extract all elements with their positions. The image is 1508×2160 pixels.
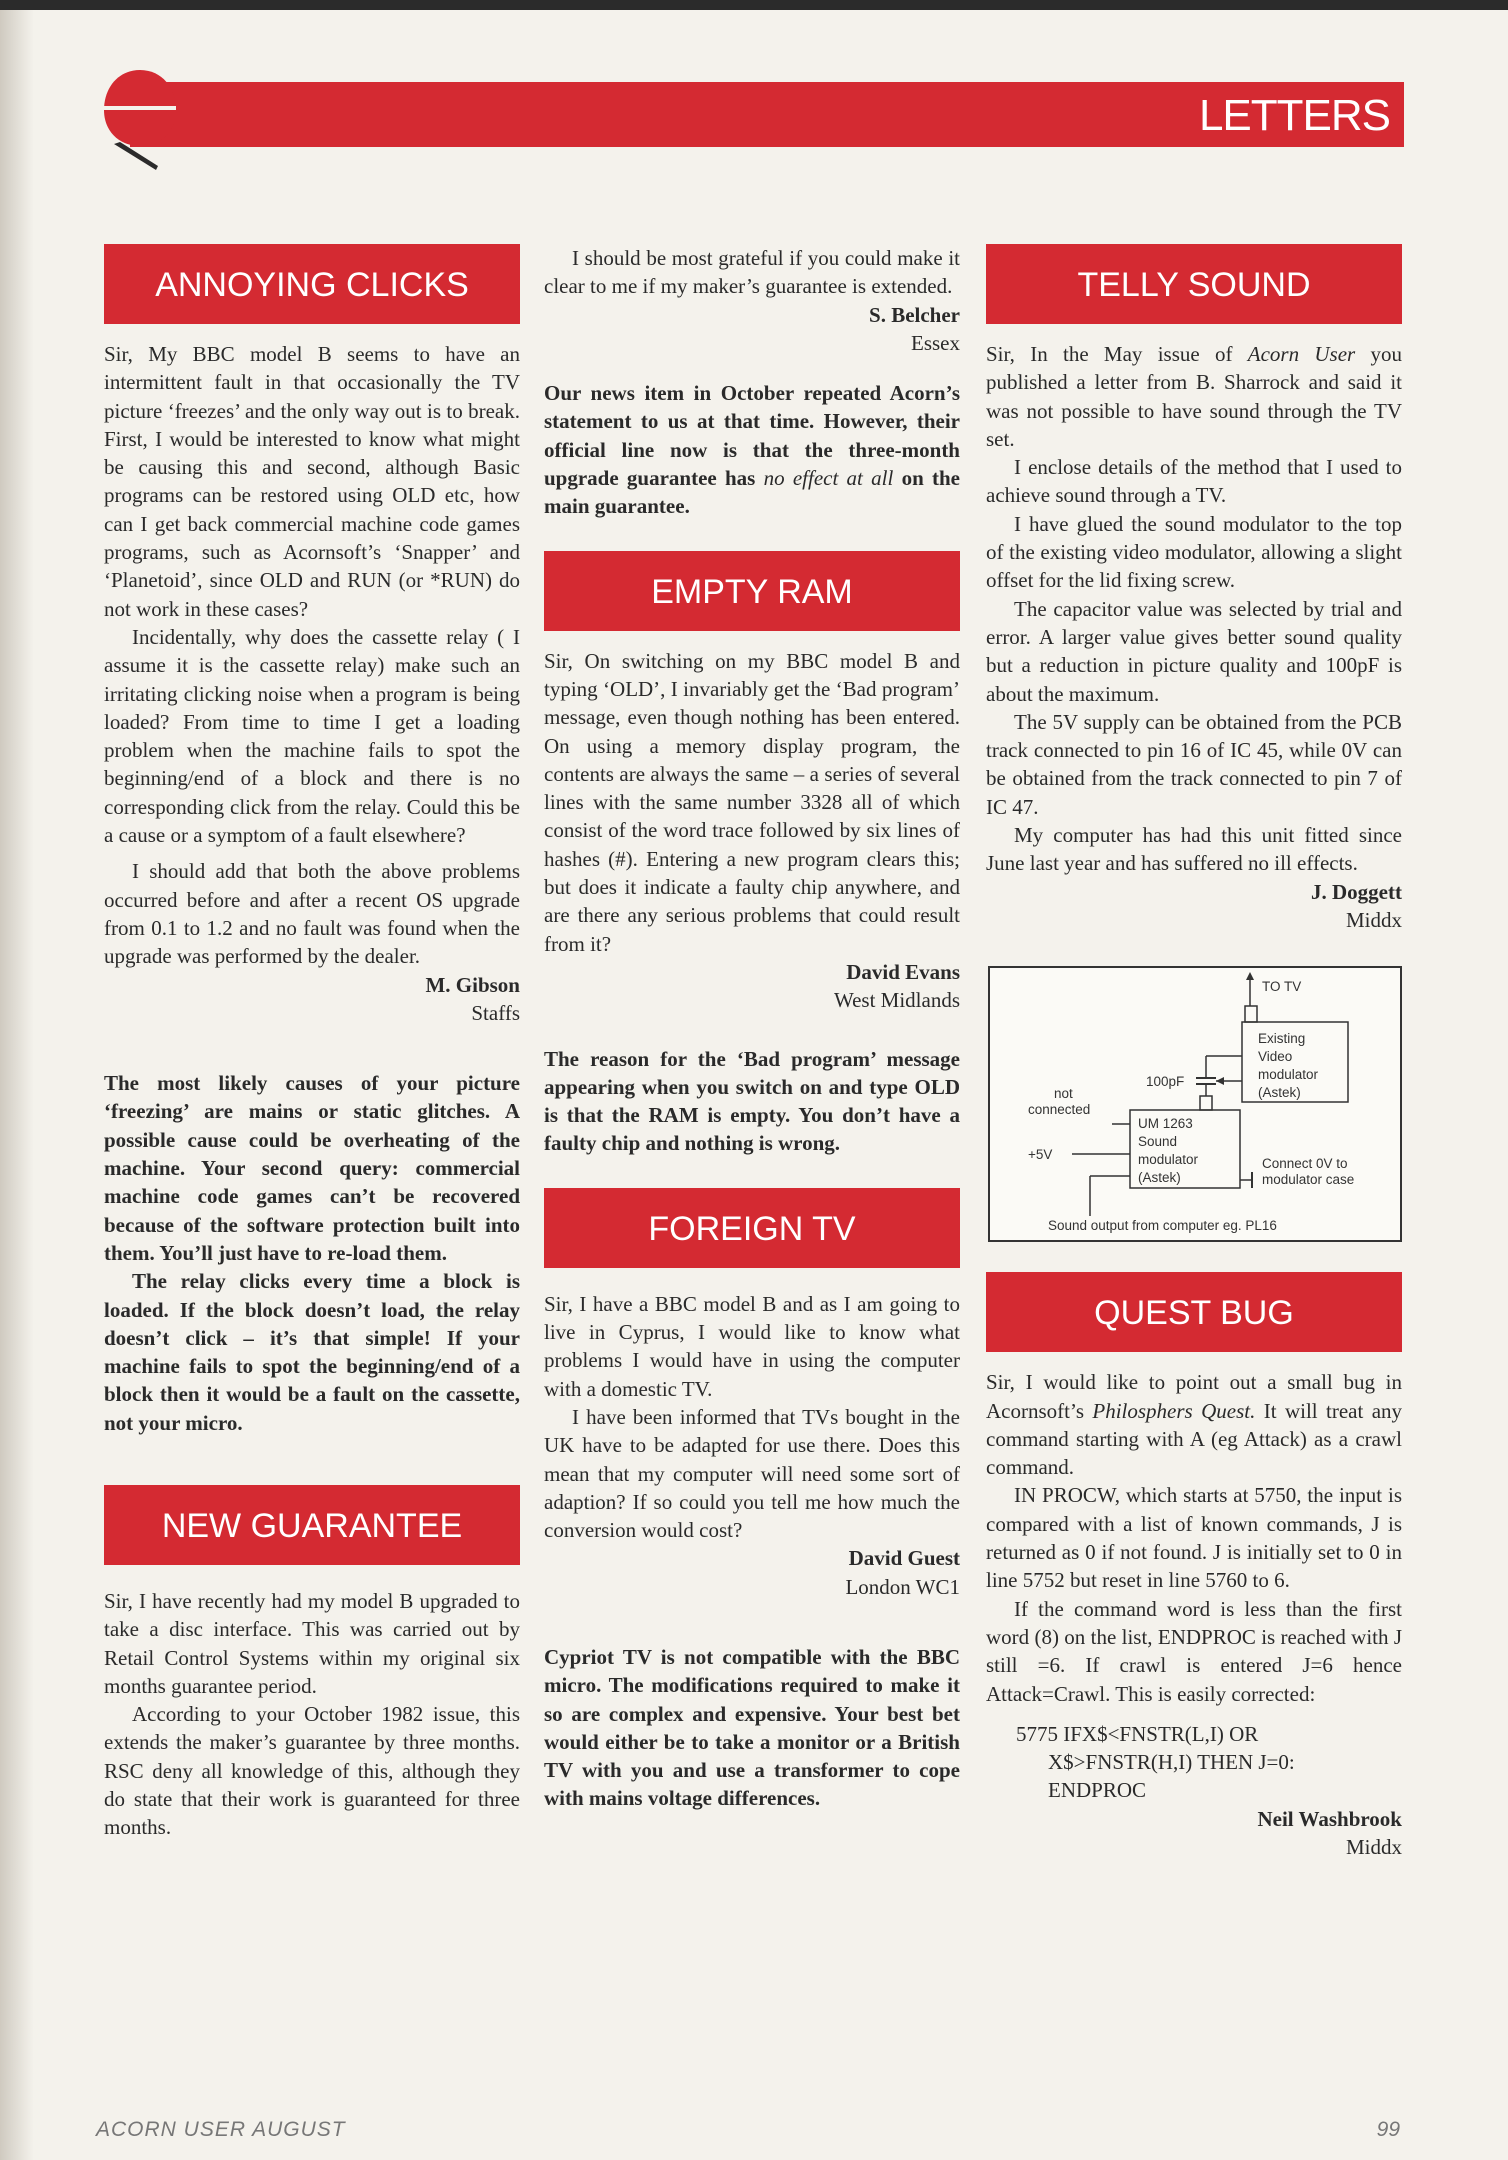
- letter-location: London WC1: [845, 1574, 960, 1599]
- circuit-diagram-svg: [990, 968, 1400, 1240]
- letter-paragraph: Sir, On switching on my BBC model B and typing ‘OLD’, I invariably get the ‘Bad program’ message, even though nothing has been entered. On using a memory display program, the contents are always the same – a series of several lines with the same number 3328 all of which consist of the word trace followed by six lines of hashes (#). Entering a new program clears this; but does it indicate a faulty chip anywhere, and are there any serious problems that could result from it?: [544, 648, 960, 956]
- editor-reply: Our news item in October repeated Acorn’s statement to us at that time. However, their official line now is that the three-month upgrade guarantee has no effect at all on the main guarantee.: [544, 381, 960, 519]
- label-video-mod-3: modulator: [1258, 1067, 1319, 1083]
- column-left: [104, 244, 520, 1842]
- label-not-connected-1: not: [1054, 1086, 1073, 1102]
- to-tv-arrowhead: [1246, 972, 1254, 980]
- letter-signature: David Guest: [848, 1546, 960, 1571]
- sound-mod-output-pin: [1200, 1096, 1212, 1110]
- label-sound-mod-1: UM 1263: [1138, 1116, 1193, 1132]
- code-line: X$>FNSTR(H,I) THEN J=0:: [1048, 1750, 1295, 1775]
- letter-location: Middx: [1345, 907, 1402, 932]
- letter-paragraph: The 5V supply can be obtained from the PCB track connected to pin 16 of IC 45, while 0V can be obtained from the track connected to pin 7 of IC 47.: [986, 709, 1402, 819]
- letter-paragraph: I enclose details of the method that I used to achieve sound through a TV.: [986, 455, 1402, 508]
- column-middle: [544, 244, 960, 1813]
- letter-title-empty-ram: EMPTY RAM: [544, 551, 960, 631]
- label-video-mod-1: Existing: [1258, 1031, 1306, 1047]
- basic-code-fix: [986, 1720, 1402, 1805]
- label-connect-0v-2: modulator case: [1262, 1172, 1355, 1188]
- label-sound-mod-2: Sound: [1138, 1134, 1178, 1150]
- letter-paragraph: I should be most grateful if you could make it clear to me if my maker’s guarantee is extended.: [544, 246, 960, 299]
- letter-paragraph: I should add that both the above problems occurred before and after a recent OS upgrade from 0.1 to 1.2 and no fault was found when the upgrade was performed by the dealer.: [104, 859, 520, 969]
- code-line: 5775 IFX$<FNSTR(L,I) OR: [1016, 1721, 1259, 1746]
- letter-paragraph: I have been informed that TVs bought in the UK have to be adapted for use there. Does this mean that my computer will need some sort of adaption? If so could you tell me how much the conversion would cost?: [544, 1404, 960, 1543]
- label-not-connected-2: connected: [1028, 1102, 1091, 1118]
- letter-signature: J. Doggett: [1311, 879, 1402, 904]
- rf-output-socket: [1245, 1006, 1257, 1022]
- letter-title-new-guarantee: NEW GUARANTEE: [104, 1485, 520, 1565]
- label-video-mod-4: (Astek): [1258, 1085, 1301, 1101]
- label-to-tv: TO TV: [1262, 979, 1302, 995]
- circuit-diagram: [988, 966, 1402, 1242]
- footer-magazine-name: ACORN USER AUGUST: [96, 2118, 346, 2141]
- column-right: [986, 244, 1402, 1861]
- letter-title-annoying-clicks: ANNOYING CLICKS: [104, 244, 520, 324]
- acorn-logo-icon: [100, 66, 180, 176]
- letter-location: Middx: [1345, 1834, 1402, 1859]
- letter-title-telly-sound: TELLY SOUND: [986, 244, 1402, 324]
- label-sound-mod-3: modulator: [1138, 1152, 1199, 1168]
- letter-title-foreign-tv: FOREIGN TV: [544, 1188, 960, 1268]
- letter-paragraph: Sir, I have recently had my model B upgraded to take a disc interface. This was carried out by Retail Control Systems within my original six months guarantee period.: [104, 1588, 520, 1698]
- letter-paragraph: IN PROCW, which starts at 5750, the input is compared with a list of known commands, J is returned as 0 if not found. J is initially set to 0 in line 5752 but reset in line 5760 to 6.: [986, 1483, 1402, 1593]
- letter-signature: M. Gibson: [425, 972, 520, 997]
- letter-location: West Midlands: [833, 988, 960, 1013]
- label-plus5v: +5V: [1028, 1147, 1053, 1163]
- editor-reply: The relay clicks every time a block is loaded. If the block doesn’t load, the relay doesn’t click – it’s that simple! If your machine fails to spot the beginning/end of a block then it would be a fault on the cassette, not your micro.: [104, 1269, 520, 1435]
- letter-paragraph: Sir, My BBC model B seems to have an intermittent fault in that occasionally the TV picture ‘freezes’ and the only way out is to break. First, I would be interested to know what might be causing this and second, although Basic programs can be restored using OLD etc, how can I get back commercial machine code games programs, such as Acornsoft’s ‘Snapper’ and ‘Planetoid’, since OLD and RUN (or *RUN) do not work in these cases?: [104, 342, 520, 621]
- letter-paragraph: Incidentally, why does the cassette relay ( I assume it is the cassette relay) make such an irritating clicking noise when a program is being loaded? From time to time I get a loading problem when the machine fails to spot the beginning/end of a block and there is no corresponding click from the relay. Could this be a cause or a symptom of a fault elsewhere?: [104, 624, 520, 848]
- label-connect-0v-1: Connect 0V to: [1262, 1156, 1348, 1172]
- page-gutter-shadow: [0, 0, 34, 2160]
- letter-paragraph: The capacitor value was selected by trial and error. A larger value gives better sound quality but a reduction in picture quality and 100pF is about the maximum.: [986, 596, 1402, 706]
- editor-reply: The reason for the ‘Bad program’ message appearing when you switch on and type OLD is that the RAM is empty. You don’t have a faulty chip and nothing is wrong.: [544, 1046, 960, 1156]
- letter-paragraph: My computer has had this unit fitted since June last year and has suffered no ill effects.: [986, 823, 1402, 876]
- video-mod-input-arrow: [1216, 1077, 1224, 1085]
- section-title: LETTERS: [1198, 91, 1390, 140]
- letter-signature: S. Belcher: [869, 302, 960, 327]
- letter-paragraph: If the command word is less than the first word (8) on the list, ENDPROC is reached with J still =6. If crawl is entered J=6 hence Attack=Crawl. This is easily corrected:: [986, 1596, 1402, 1706]
- label-sound-mod-4: (Astek): [1138, 1170, 1181, 1186]
- top-edge: [0, 0, 1508, 10]
- letter-location: Essex: [911, 330, 960, 355]
- letter-location: Staffs: [471, 1000, 520, 1025]
- letter-paragraph: According to your October 1982 issue, this extends the maker’s guarantee by three months. RSC deny all knowledge of this, although they do state that their work is guaranteed for three months.: [104, 1702, 520, 1840]
- label-sound-output: Sound output from computer eg. PL16: [1048, 1218, 1277, 1234]
- code-line: ENDPROC: [1048, 1778, 1147, 1803]
- letter-paragraph: Sir, I have a BBC model B and as I am going to live in Cyprus, I would like to know what problems I would have in using the computer with a domestic TV.: [544, 1291, 960, 1401]
- letter-paragraph: Sir, In the May issue of Acorn User you published a letter from B. Sharrock and said it was not possible to have sound through the TV set.: [986, 342, 1403, 451]
- letter-signature: David Evans: [846, 959, 960, 984]
- letter-title-quest-bug: QUEST BUG: [986, 1272, 1402, 1352]
- footer-page-number: 99: [1376, 2118, 1400, 2141]
- letter-paragraph: I have glued the sound modulator to the top of the existing video modulator, allowing a slight offset for the lid fixing screw.: [986, 511, 1402, 593]
- label-video-mod-2: Video: [1258, 1049, 1293, 1065]
- letter-signature: Neil Washbrook: [1257, 1806, 1402, 1831]
- letter-paragraph: Sir, I would like to point out a small bug in Acornsoft’s Philosphers Quest. It will treat any command starting with A (eg Attack) as a crawl command.: [986, 1370, 1403, 1480]
- editor-reply: The most likely causes of your picture ‘freezing’ are mains or static glitches. A possible cause could be overheating of the machine. Your second query: commercial machine code games can’t be recovered because of the software protection built into them. You’ll just have to re-load them.: [104, 1071, 520, 1265]
- editor-reply: Cypriot TV is not compatible with the BBC micro. The modifications required to make it so are complex and expensive. Your best bet would either be to take a monitor or a British TV with you and use a transformer to cope with mains voltage differences.: [544, 1644, 960, 1811]
- label-capacitor: 100pF: [1146, 1074, 1185, 1090]
